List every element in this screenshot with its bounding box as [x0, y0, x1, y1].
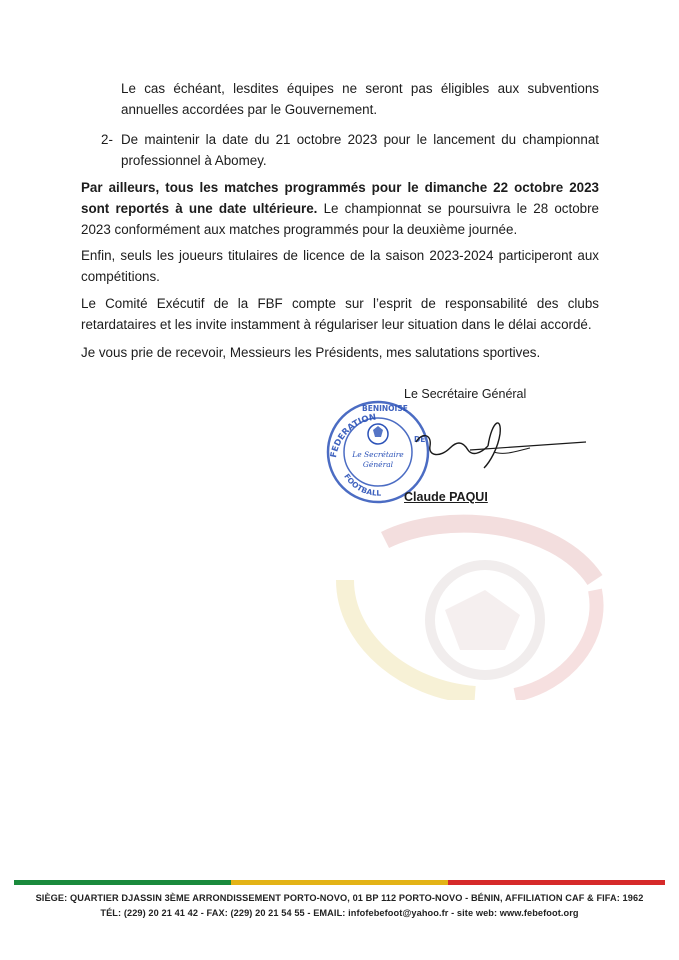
- svg-text:FOOTBALL: [342, 472, 381, 498]
- footer-address: SIÈGE: QUARTIER DJASSIN 3ÈME ARRONDISSEMENT PORTO-NOVO, 01 BP 112 PORTO-NOVO - BÉNIN, AFFILIATION CAF & FIFA: 1962: [35, 893, 644, 903]
- postponement-text: Le championnat se poursuivra le 28 octobre 2023 conformément aux matches programmés pour la deuxième journée.: [81, 201, 600, 237]
- list-number: 2-: [101, 132, 113, 147]
- stamp-arc-text: FEDERATION: [329, 412, 377, 459]
- handwritten-signature: [410, 412, 590, 472]
- paragraph-executive-committee: Le Comité Exécutif de la FBF compte sur l’esprit de responsabilité des clubs retardataires et les invite instamment à régulariser leur situation dans le délai accordé.: [81, 296, 599, 332]
- paragraph-closing: Je vous prie de recevoir, Messieurs les Présidents, mes salutations sportives.: [81, 345, 541, 360]
- stamp-center-line2: Général: [362, 460, 394, 469]
- postponement-bold-text: Par ailleurs, tous les matches programmés pour le dimanche 22 octobre 2023 sont reportés à une date ultérieure.: [81, 180, 599, 216]
- stamp-center-line1: Le Secrétaire: [352, 450, 404, 459]
- paragraph-licence: Enfin, seuls les joueurs titulaires de licence de la saison 2023-2024 participeront aux compétitions.: [81, 248, 599, 284]
- flag-green-segment: [14, 880, 231, 885]
- stamp-right-text: DE: [414, 435, 426, 444]
- paragraph-postponement: [81, 177, 599, 240]
- stamp-top-text: BENINOISE: [362, 404, 408, 413]
- signatory-name: Claude PAQUI: [404, 490, 488, 504]
- footer-flag-bar: [14, 880, 665, 885]
- paragraph-subsidies: Le cas échéant, lesdites équipes ne seront pas éligibles aux subventions annuelles accordées par le Gouvernement.: [121, 81, 599, 117]
- flag-yellow-segment: [231, 880, 448, 885]
- signatory-title: Le Secrétaire Général: [404, 387, 527, 401]
- watermark-logo: [325, 500, 615, 700]
- footer-contact: TÉL: (229) 20 21 41 42 - FAX: (229) 20 21 54 55 - EMAIL: infofebefoot@yahoo.fr - site web: www.febefoot.org: [100, 908, 579, 918]
- flag-red-segment: [448, 880, 665, 885]
- list-item-championship-date: De maintenir la date du 21 octobre 2023 pour le lancement du championnat professionnel à Abomey.: [121, 132, 599, 168]
- stamp-bottom-text: FOOTBALL: [342, 472, 382, 498]
